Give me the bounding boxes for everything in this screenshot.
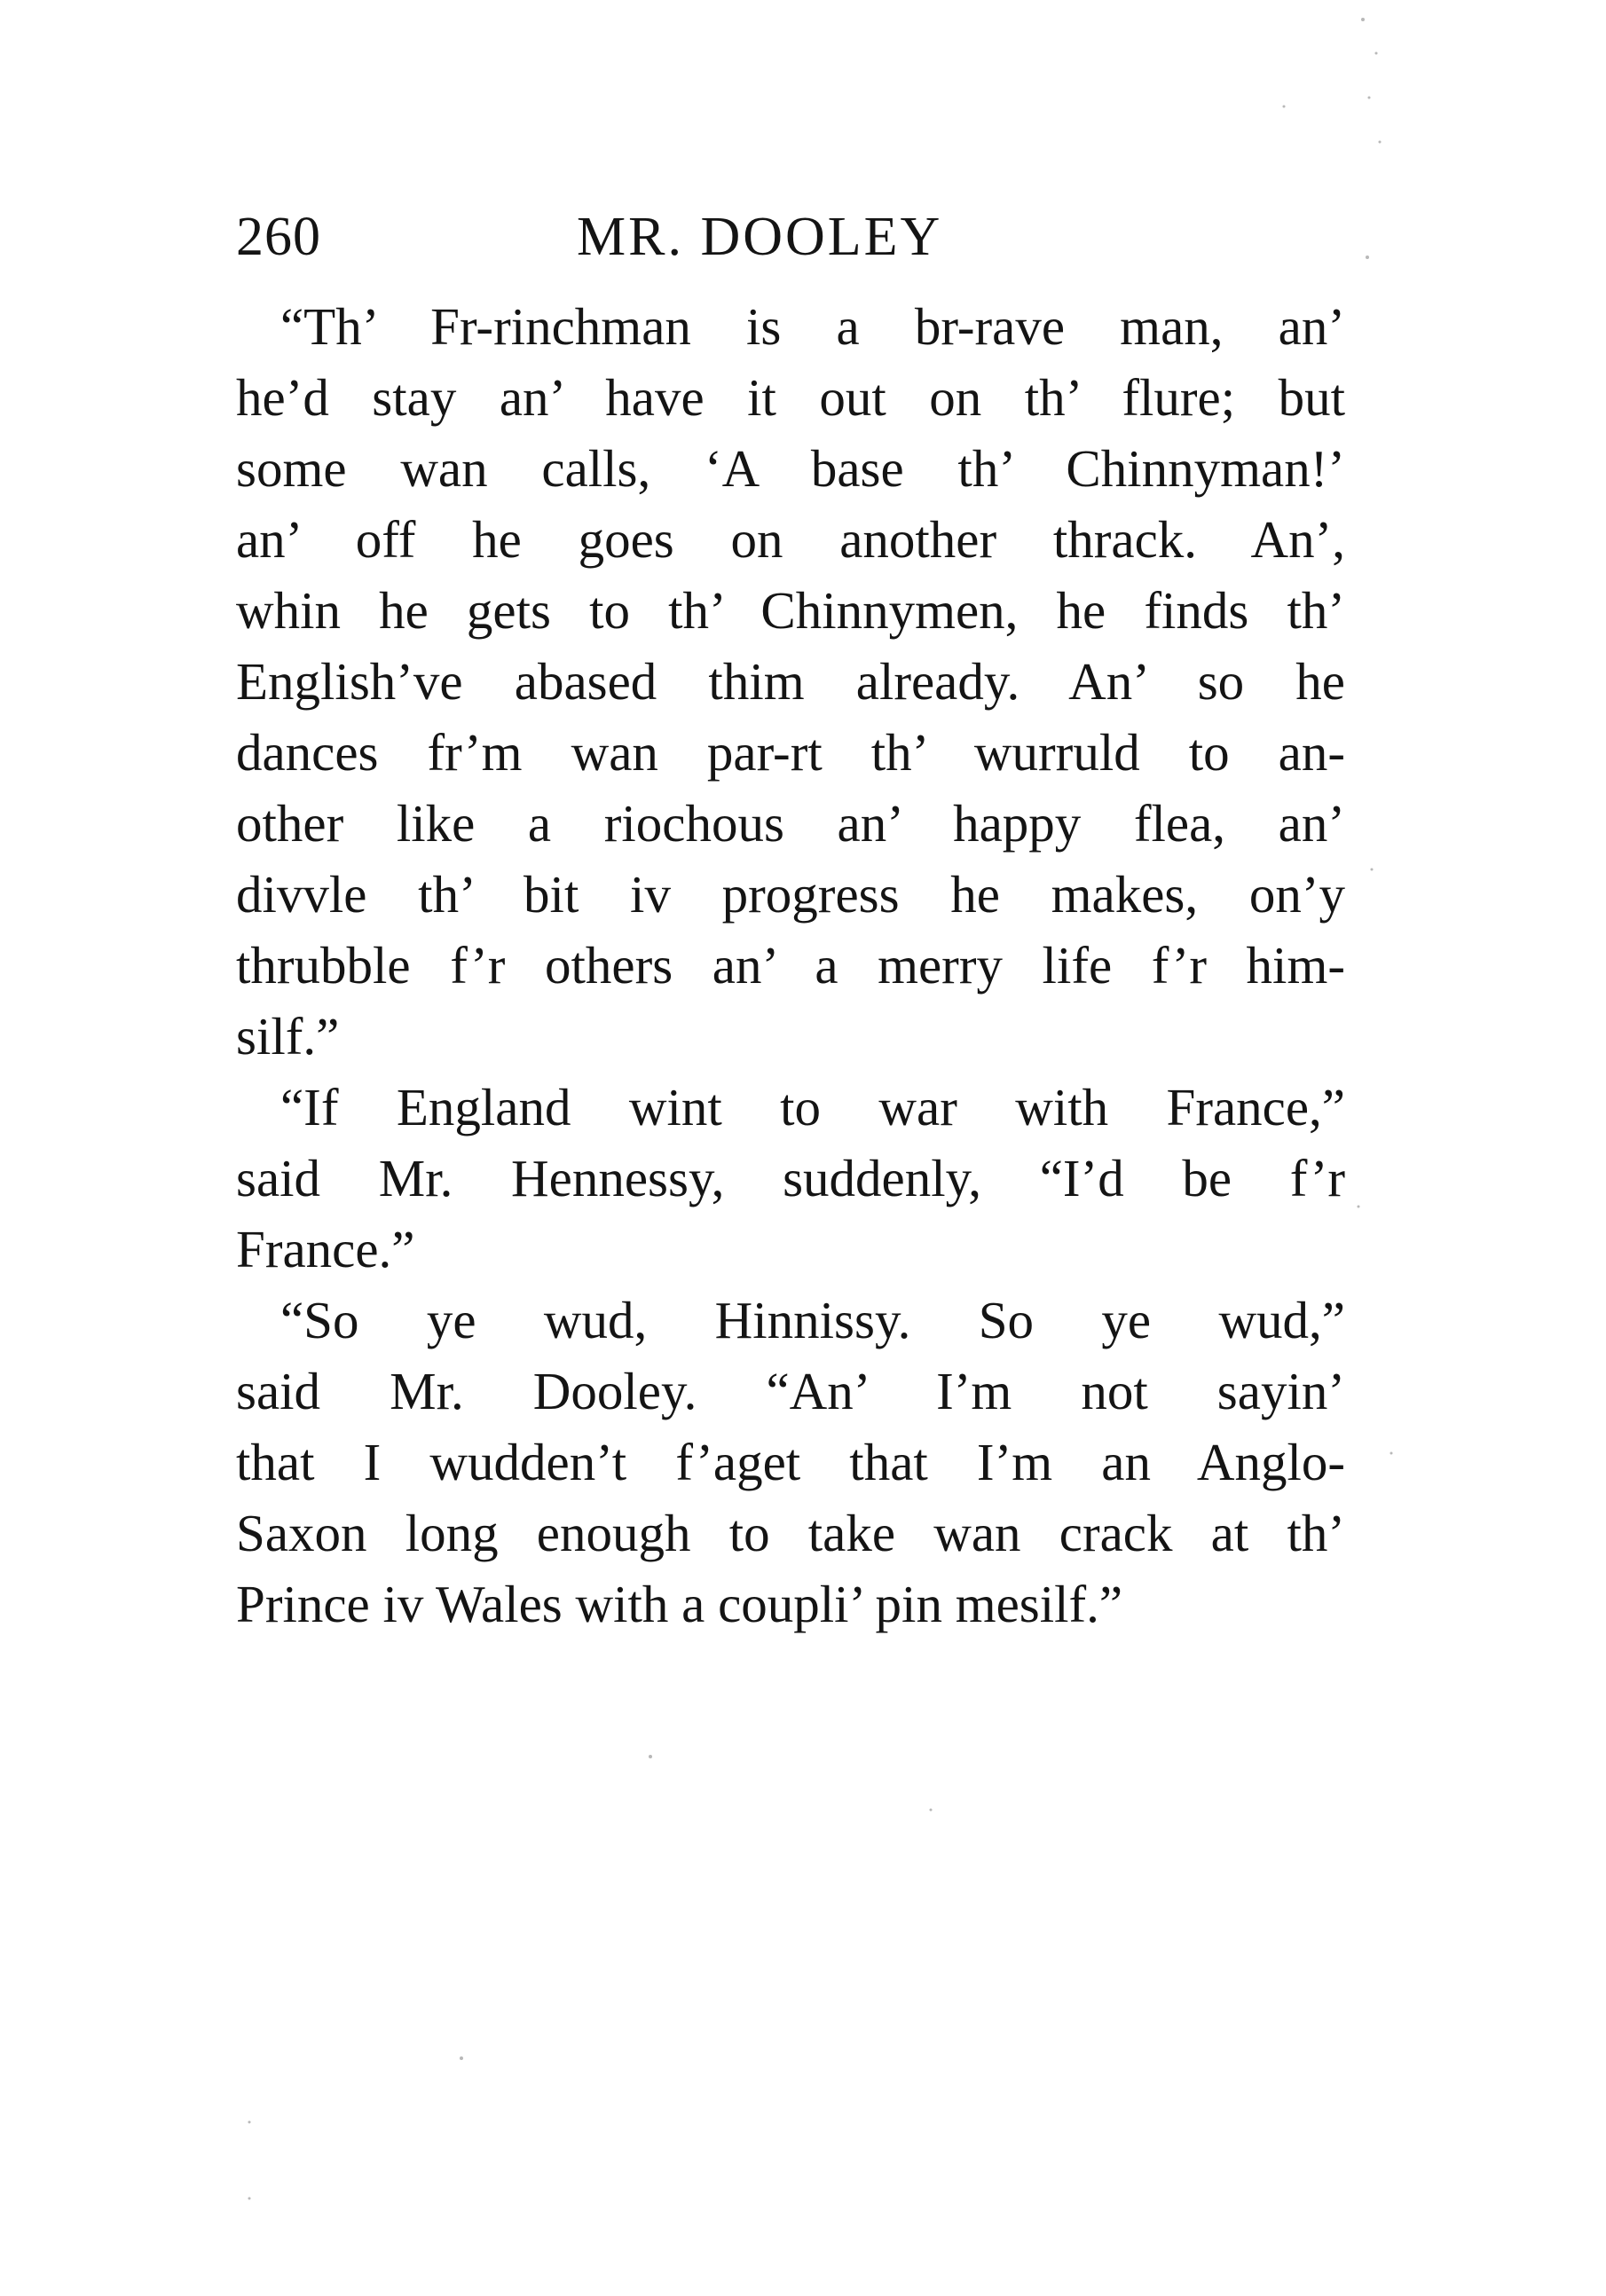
- text-line: an’ off he goes on another thrack. An’,: [236, 510, 1345, 569]
- text-line: said Mr. Hennessy, suddenly, “I’d be f’r: [236, 1149, 1345, 1207]
- running-head: [236, 197, 1345, 277]
- text-line: Prince iv Wales with a coupli’ pin mesilf.”: [236, 1575, 1123, 1633]
- page-number: 260: [236, 207, 321, 267]
- text-line: France.”: [236, 1220, 415, 1278]
- text-line: said Mr. Dooley. “An’ I’m not sayin’: [236, 1362, 1345, 1420]
- speck: [1368, 97, 1371, 99]
- text-line: thrubble f’r others an’ a merry life f’r him-: [236, 936, 1345, 995]
- body-text: [236, 291, 1345, 1639]
- running-title: MR. DOOLEY: [577, 207, 943, 267]
- text-line: Saxon long enough to take wan crack at th’: [236, 1504, 1345, 1562]
- speck: [1361, 18, 1365, 21]
- speck: [1366, 256, 1369, 259]
- speck: [1375, 52, 1378, 55]
- text-line: silf.”: [236, 1007, 340, 1065]
- speck: [649, 1755, 652, 1758]
- text-line: dances fr’m wan par-rt th’ wurruld to an-: [236, 723, 1345, 782]
- text-line: whin he gets to th’ Chinnymen, he finds th’: [236, 581, 1345, 640]
- speck: [248, 2198, 251, 2200]
- speck: [1371, 869, 1374, 871]
- text-line: English’ve abased thim already. An’ so he: [236, 652, 1345, 711]
- text-line: some wan calls, ‘A base th’ Chinnyman!’: [236, 439, 1345, 498]
- text-line: “If England wint to war with France,”: [280, 1078, 1345, 1136]
- speck: [1358, 1206, 1360, 1208]
- speck: [1390, 1452, 1393, 1455]
- speck: [248, 2121, 251, 2124]
- text-line: other like a riochous an’ happy flea, an’: [236, 794, 1345, 853]
- speck: [460, 2056, 463, 2060]
- speck: [1283, 106, 1286, 108]
- text-line: he’d stay an’ have it out on th’ flure; but: [236, 368, 1345, 427]
- speck: [1379, 141, 1382, 144]
- text-line: “Th’ Fr-rinchman is a br-rave man, an’: [280, 297, 1345, 356]
- text-line: that I wudden’t f’aget that I’m an Anglo-: [236, 1433, 1345, 1491]
- text-line: divvle th’ bit iv progress he makes, on’y: [236, 865, 1345, 924]
- text-line: “So ye wud, Hinnissy. So ye wud,”: [280, 1291, 1345, 1349]
- speck: [930, 1809, 933, 1812]
